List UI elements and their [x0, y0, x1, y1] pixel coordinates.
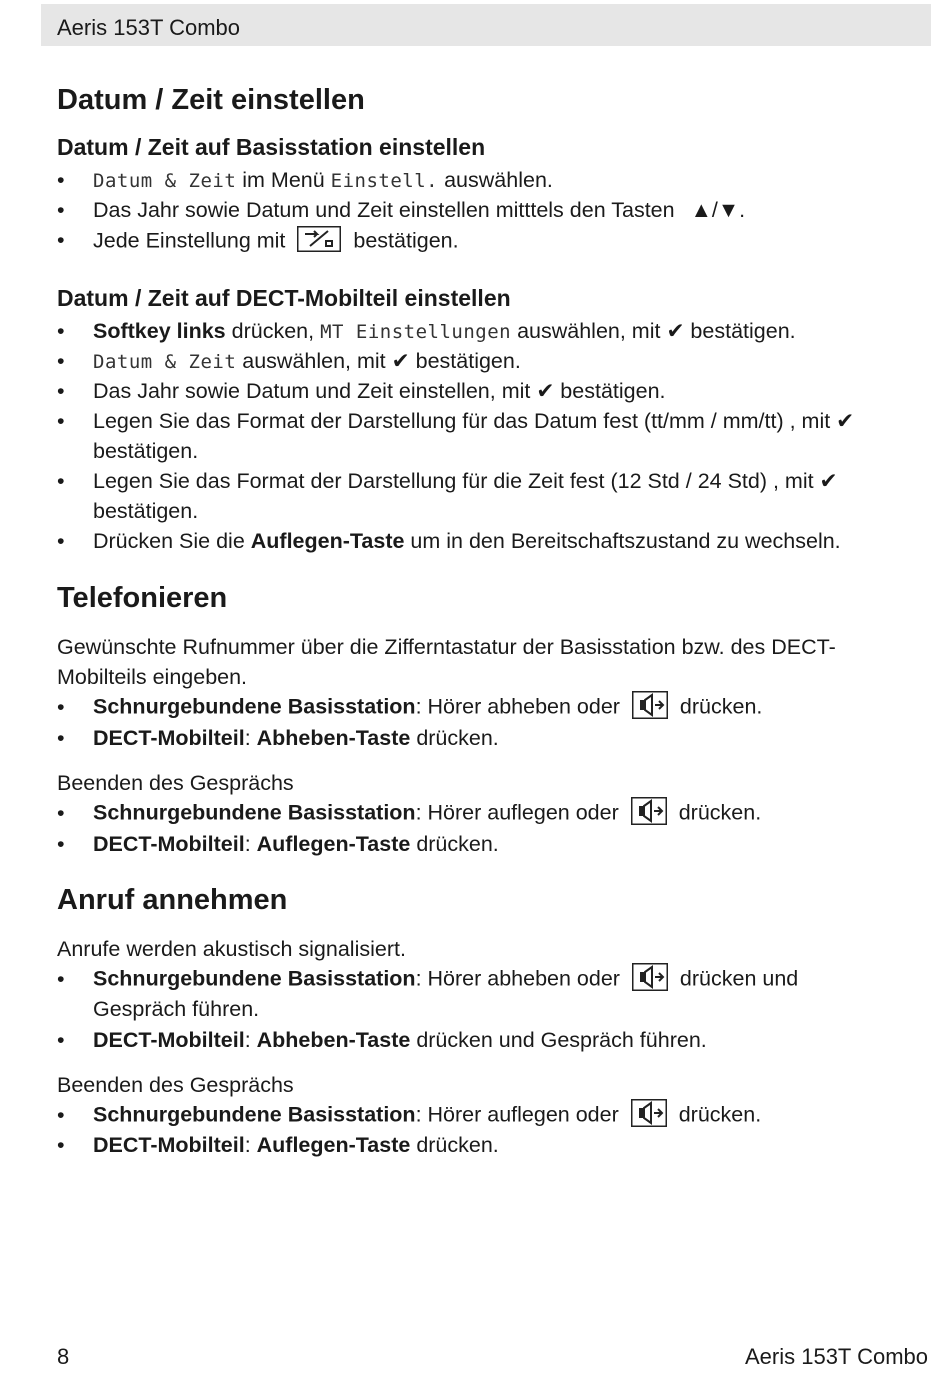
- list-item: Datum & Zeit auswählen, mit ✔ bestätigen.: [93, 349, 521, 373]
- bullet: •: [57, 529, 65, 553]
- list-item: DECT-Mobilteil: Auflegen-Taste drücken.: [93, 1133, 499, 1157]
- list-item: Legen Sie das Format der Darstellung für die Zeit fest (12 Std / 24 Std) , mit ✔: [93, 469, 838, 493]
- paragraph: Anrufe werden akustisch signalisiert.: [57, 937, 406, 961]
- list-item-continuation: bestätigen.: [93, 439, 199, 463]
- bullet: •: [57, 469, 65, 493]
- bullet: •: [57, 832, 65, 856]
- lcd-text: MT Einstellungen: [320, 321, 512, 343]
- list-item: DECT-Mobilteil: Abheben-Taste drücken und Gespräch führen.: [93, 1028, 707, 1052]
- list-item: DECT-Mobilteil: Auflegen-Taste drücken.: [93, 832, 499, 856]
- lcd-text: Datum & Zeit: [93, 351, 237, 373]
- bullet: •: [57, 198, 65, 222]
- list-item: Jede Einstellung mit bestätigen.: [93, 226, 459, 258]
- speakerphone-key-icon: [631, 1099, 667, 1133]
- list-item: Schnurgebundene Basisstation: Hörer abheben oder drücken und: [93, 963, 798, 997]
- bullet: •: [57, 1028, 65, 1052]
- header-title: Aeris 153T Combo: [57, 15, 241, 40]
- list-item: Schnurgebundene Basisstation: Hörer auflegen oder drücken.: [93, 1099, 761, 1133]
- footer-product-name: Aeris 153T Combo: [744, 1344, 928, 1369]
- section-title-telefonieren: Telefonieren: [57, 582, 228, 614]
- speakerphone-key-icon: [632, 963, 668, 997]
- subsection-title-basisstation: Datum / Zeit auf Basisstation einstellen: [57, 134, 486, 160]
- section-title-anruf-annehmen: Anruf annehmen: [57, 884, 288, 916]
- list-item: DECT-Mobilteil: Abheben-Taste drücken.: [93, 726, 499, 750]
- section-title-datum-zeit: Datum / Zeit einstellen: [57, 84, 365, 116]
- list-item: Das Jahr sowie Datum und Zeit einstellen mitttels den Tasten ▲/▼.: [93, 198, 746, 222]
- menu-ok-key-icon: [297, 226, 341, 258]
- bullet: •: [57, 379, 65, 403]
- header-bar: [41, 4, 931, 46]
- bullet: •: [57, 967, 65, 991]
- bullet: •: [57, 349, 65, 373]
- subsection-title-dect: Datum / Zeit auf DECT-Mobilteil einstellen: [57, 285, 511, 311]
- speakerphone-key-icon: [631, 797, 667, 831]
- list-item-continuation: bestätigen.: [93, 499, 199, 523]
- paragraph: Gewünschte Rufnummer über die Zifferntastatur der Basisstation bzw. des DECT-: [57, 635, 836, 659]
- bullet: •: [57, 1103, 65, 1127]
- list-item: Datum & Zeit im Menü Einstell. auswählen.: [93, 168, 553, 192]
- list-item: Schnurgebundene Basisstation: Hörer auflegen oder drücken.: [93, 797, 761, 831]
- bullet: •: [57, 319, 65, 343]
- bullet: •: [57, 168, 65, 192]
- bullet: •: [57, 1133, 65, 1157]
- bullet: •: [57, 801, 65, 825]
- bullet: •: [57, 695, 65, 719]
- bullet: •: [57, 409, 65, 433]
- list-item: Schnurgebundene Basisstation: Hörer abheben oder drücken.: [93, 691, 762, 725]
- paragraph-label: Beenden des Gesprächs: [57, 1073, 294, 1097]
- list-item-continuation: Gespräch führen.: [93, 997, 260, 1021]
- speakerphone-key-icon: [632, 691, 668, 725]
- list-item: Drücken Sie die Auflegen-Taste um in den Bereitschaftszustand zu wechseln.: [93, 529, 841, 553]
- list-item: Das Jahr sowie Datum und Zeit einstellen, mit ✔ bestätigen.: [93, 379, 666, 403]
- bullet: •: [57, 228, 65, 252]
- list-item: Legen Sie das Format der Darstellung für das Datum fest (tt/mm / mm/tt) , mit ✔: [93, 409, 855, 433]
- lcd-text: Datum & Zeit: [93, 170, 237, 192]
- paragraph-label: Beenden des Gesprächs: [57, 771, 294, 795]
- paragraph: Mobilteils eingeben.: [57, 665, 248, 689]
- page-number: 8: [57, 1344, 70, 1369]
- bullet: •: [57, 726, 65, 750]
- arrow-keys-icon: ▲/▼.: [690, 198, 746, 222]
- list-item: Softkey links drücken, MT Einstellungen auswählen, mit ✔ bestätigen.: [93, 319, 796, 343]
- lcd-text: Einstell.: [330, 170, 439, 192]
